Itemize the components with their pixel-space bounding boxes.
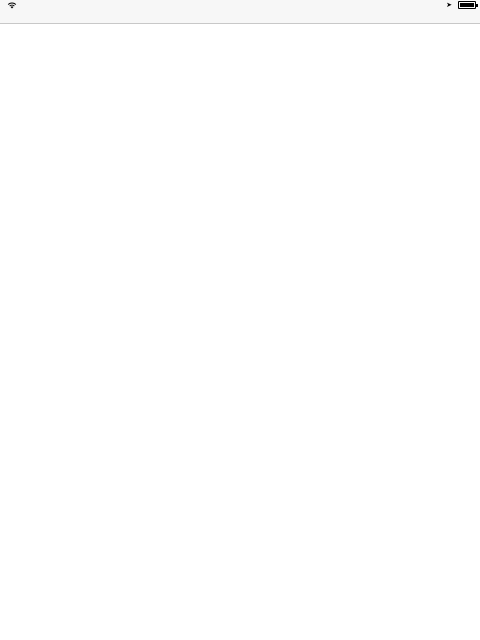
status-left <box>4 1 17 9</box>
wifi-icon <box>7 1 17 9</box>
status-bar <box>0 0 480 13</box>
address-bar[interactable] <box>0 13 480 24</box>
battery-fill <box>460 3 474 7</box>
outage-table-scroll[interactable] <box>0 24 480 640</box>
battery-icon <box>458 1 476 9</box>
location-arrow-icon: ➤ <box>446 1 452 9</box>
status-right <box>446 1 476 9</box>
